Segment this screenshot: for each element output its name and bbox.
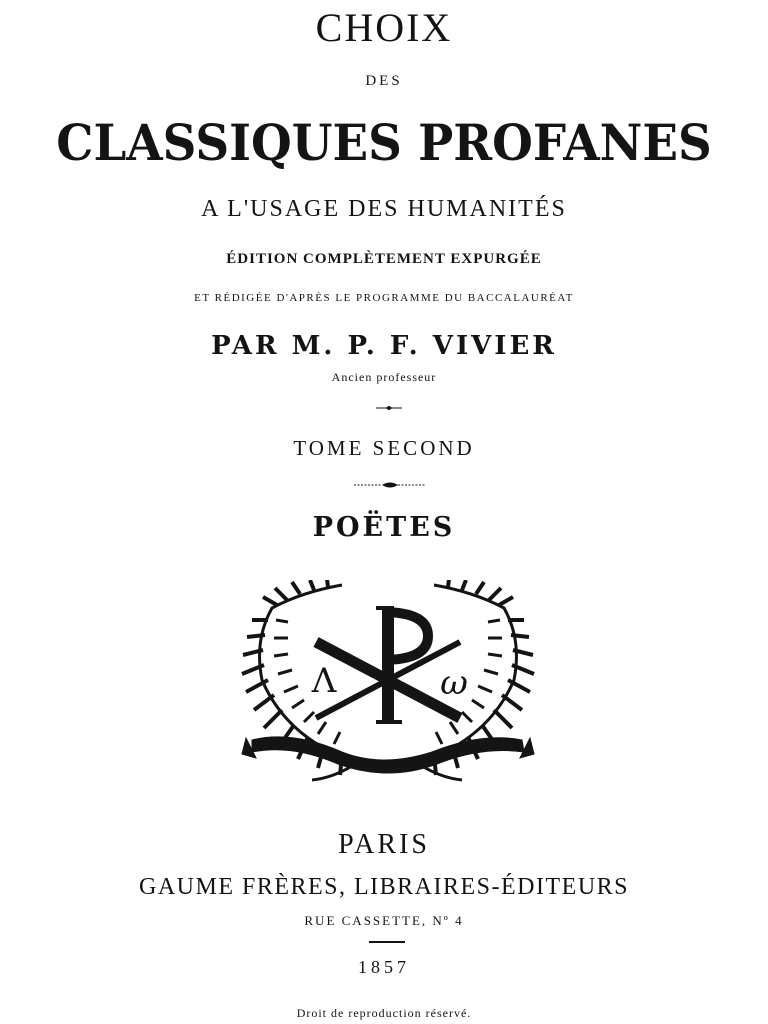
omega-letter: ω	[440, 663, 468, 703]
imprint-city: PARIS	[338, 829, 430, 860]
subtitle: A L'USAGE DES HUMANITÉS	[201, 196, 567, 222]
imprint-address: RUE CASSETTE, Nº 4	[304, 913, 464, 928]
alpha-letter: Λ	[311, 661, 337, 701]
author-title: Ancien professeur	[331, 370, 437, 384]
chi-rho-monogram	[316, 608, 460, 722]
divider-rule	[369, 941, 405, 943]
ornament-divider	[374, 404, 404, 412]
program-line: ET RÉDIGÉE D'APRÈS LE PROGRAMME DU BACCALAURÉAT	[194, 292, 574, 304]
heading-des: DES	[365, 73, 403, 89]
imprint-publisher: GAUME FRÈRES, LIBRAIRES-ÉDITEURS	[138, 874, 630, 900]
rights-notice: Droit de reproduction réservé.	[296, 1006, 472, 1020]
section-title: POËTES	[312, 512, 456, 543]
edition-line: ÉDITION COMPLÈTEMENT EXPURGÉE	[226, 251, 542, 267]
volume-label: TOME SECOND	[293, 436, 475, 460]
ribbon	[242, 737, 534, 780]
main-title: CLASSIQUES PROFANES	[56, 113, 712, 172]
heading-choix: CHOIX	[315, 5, 453, 50]
author-line: PAR M. P. F. VIVIER	[211, 331, 557, 361]
chi-rho-wreath-emblem	[232, 580, 544, 786]
ornament-divider	[354, 480, 426, 490]
imprint-year: 1857	[358, 957, 410, 977]
